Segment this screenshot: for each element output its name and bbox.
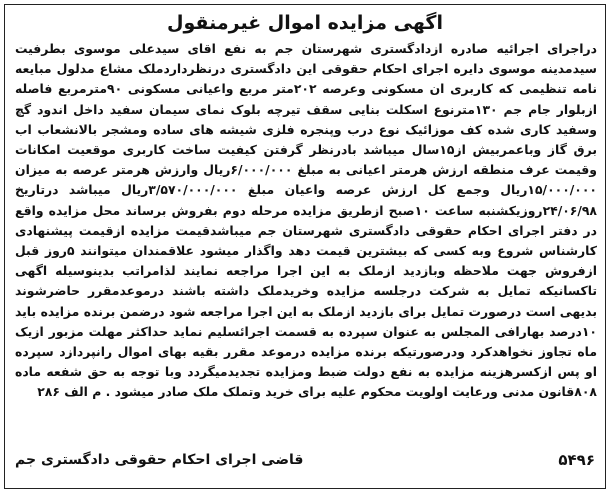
- notice-footer: [15, 448, 595, 472]
- notice-code: ۵۴۹۶: [558, 451, 595, 469]
- notice-box: [4, 4, 606, 489]
- notice-body: دراجرای اجرائیه صادره ازدادگستری شهرستان جم به نفع اقای سیدعلی موسوی بطرفیت سیدمدینه موسوی دایره اجرای احکام حقوقی این دادگستری درنظرداردملک مشاع مدلول مبایعه نامه تنظیمی که کاربری ان مسکونی وعرصه ۲۰۲متر مربع واعیانی مسکونی ۹۰مترمربع فاصله ازبلوار جام جم ۱۳۰مترنوع اسکلت بنایی سقف تیرچه بلوک نمای سیمان سفید داخل اندود گچ وسفید کاری شده کف موزائیک نوع درب وپنجره فلزی شیشه های ساده ومشجر بالانشعاب اب برق گاز وباعمربیش از۱۵سال میباشد بادرنظر گرفتن کیفیت ساخت کاربری موقعیت امکانات وقیمت عرف منطقه ارزش هرمتر اعیانی به مبلغ ۶/۰۰۰/۰۰۰ریال وارزش هرمتر عرصه به میزان ۱۵/۰۰۰/۰۰۰ریال وجمع کل ارزش عرصه واعیان مبلغ ۳/۵۷۰/۰۰۰/۰۰۰ریال میباشد درتاریخ ۲۴/۰۶/۹۸روزیکشنبه ساعت ۱۰صبح ازطریق مزایده مرحله دوم بفروش برساند محل مزایده واقع در دفتر اجرای احکام حقوقی دادگستری شهرستان جم میباشدقیمت مزایده ازقیمت پیشنهادی کارشناس شروع وبه کسی که بیشترین قیمت دهد واگذار میشود علاقمندان میتوانند ۵روز قبل ازفروش جهت ملاحظه وبازدید ازملک به این اجرا مراجعه نمایند لذامراتب بدینوسیله اگهی تاکسانیکه تمایل به شرکت درجلسه مزایده وخریدملک داشته باشند درموعدمقرر حاضرشوند بدیهی است درصورت تمایل برای بازدید ازملک به این اجرا مراجعه شود درضمن برنده مزایده باید ۱۰درصد بهارافی المجلس به عنوان سپرده به قسمت اجرائسلیم نماید حداکثر مهلت مزبور ازیک ماه تجاوز نخواهدکرد ودرصورتیکه برنده مزایده درموعد مقرر بقیه بهای اموال رانپردازد سپرده او پس ازکسرهزینه مزایده به نفع دولت ضبط ومزایده تجدیدمیگردد وبا توجه به حق شفعه ماده ۸۰۸قانون مدنی ورعایت اولویت محکوم علیه برای خرید وتملک ملک صادر میشود . م الف ۲۸۶: [15, 41, 597, 400]
- judge-signature: قاضی اجرای احکام حقوقی دادگستری جم: [15, 452, 304, 468]
- notice-title: اگهی مزایده اموال غیرمنقول: [167, 12, 443, 34]
